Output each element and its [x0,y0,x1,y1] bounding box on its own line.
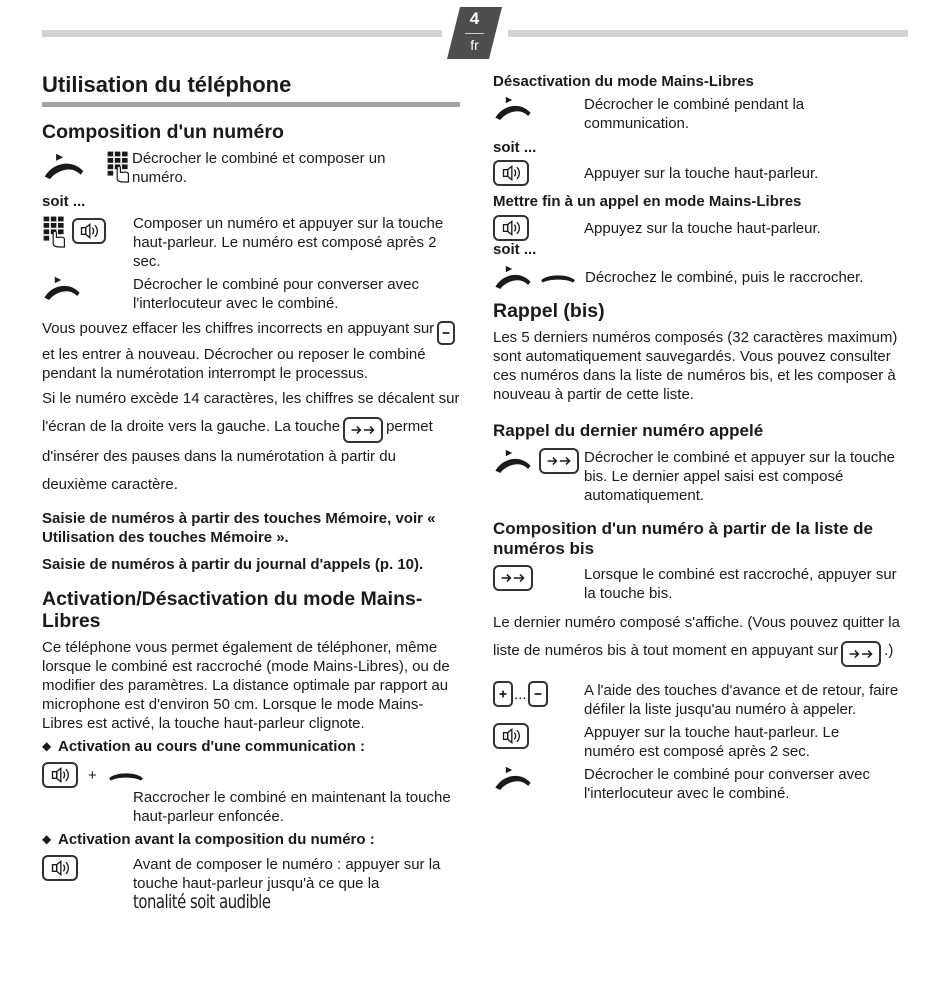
ellipsis: ... [514,685,527,703]
section-heading-redial: Rappel (bis) [493,300,605,322]
heading-deactivation: Désactivation du mode Mains-Libres [493,73,754,90]
note-call-log: Saisie de numéros à partir du journal d'appels (p. 10). [42,556,424,573]
speaker-key-icon [42,762,78,788]
instruction-text: Composer un numéro et appuyer sur la touche haut-parleur. Le numéro est composé après 2 sec. [133,215,444,270]
instruction-text: A l'aide des touches d'avance et de retour, faire défiler la liste jusqu'au numéro à appeler. [584,682,899,718]
heading-end-call: Mettre fin à un appel en mode Mains-Libres [493,193,802,210]
instruction-text: Décrochez le combiné, puis le raccrocher. [585,268,864,286]
bullet-heading: ◆ Activation avant la composition du numéro : [42,831,375,848]
instruction-text: Décrocher le combiné et composer un numéro. [132,150,386,186]
instruction-row [493,681,911,719]
speaker-key-icon [72,218,106,244]
section-heading-dialing: Composition d'un numéro [42,121,284,143]
note-memory-keys: Saisie de numéros à partir des touches Mémoire, voir « Utilisation des touches Mémoire ». [42,510,436,546]
section-heading-handsfree: Activation/Désactivation du mode Mains-Libres [42,588,423,632]
handset-off-hook-icon [42,275,82,301]
page-title: Utilisation du téléphone [42,70,460,107]
heading-last-number: Rappel du dernier numéro appelé [493,421,764,440]
keypad-icon [42,214,66,248]
instruction-row [493,160,911,186]
heading-redial-list: Composition d'un numéro à partir de la liste de numéros bis [493,519,873,558]
speaker-key-icon [493,723,529,749]
instruction-text: Décrocher le combiné pour converser avec l'interlocuteur avec le combiné. [133,276,419,312]
paragraph: Si le numéro excède 14 caractères, les chiffres se décalent sur l'écran de la droite vers la gauche. La touche permet d'insérer des pauses dans la numérotation à partir du deuxième caractère. [42,390,460,493]
instruction-row [42,275,460,313]
alternative-label: soit ... [42,193,86,210]
alternative-label: soit ... [493,241,537,258]
right-column [493,72,911,809]
instruction-text: Appuyer sur la touche haut-parleur. Le numéro est composé après 2 sec. [584,724,840,760]
paragraph: Les 5 derniers numéros composés (32 caractères maximum) sont automatiquement sauvegardés. Vous pouvez consulter ces numéros dans la liste de numéros bis, et les composer à nouveau à partir de cette liste. [493,329,898,403]
handset-off-hook-icon [493,264,533,290]
paragraph: Vous pouvez effacer les chiffres incorrects en appuyant sur et les entrer à nouveau. Décrocher ou reposer le combiné pendant la numérotation interrompt le processus. [42,319,460,383]
instruction-row [42,214,460,271]
handset-off-hook-icon [493,448,533,474]
redial-key-icon [493,565,533,591]
instruction-text: Appuyez sur la touche haut-parleur. [584,219,821,237]
minus-key-icon [437,321,455,345]
instruction-text-condensed: tonalité soit audible [133,891,271,913]
instruction-row [493,264,911,290]
bullet-heading: ◆ Activation au cours d'une communication : [42,738,365,755]
redial-key-icon [343,417,383,443]
handset-on-hook-icon [539,269,577,285]
page-tab [447,7,502,59]
instruction-text: Raccrocher le combiné en maintenant la touche haut-parleur enfoncée. [133,789,451,825]
instruction-text: Appuyer sur la touche haut-parleur. [584,164,819,182]
minus-key-icon [528,681,548,707]
alternative-label: soit ... [493,139,537,156]
instruction-row [493,565,911,603]
instruction-row [493,95,911,133]
instruction-row [493,448,911,505]
icon-row [42,762,460,788]
instruction-text: Avant de composer le numéro : appuyer sur la touche haut-parleur jusqu'à ce que la [133,856,441,892]
speaker-key-icon [493,215,529,241]
left-column [42,70,460,919]
instruction-text: Décrocher le combiné pour converser avec l'interlocuteur avec le combiné. [584,766,870,802]
instruction-text: Décrocher le combiné pendant la communication. [584,96,805,132]
speaker-key-icon [493,160,529,186]
header-rule-left [42,30,442,37]
plus-sign: + [88,766,97,784]
paragraph: Le dernier numéro composé s'affiche. (Vous pouvez quitter la liste de numéros bis à tout moment en appuyant sur .) [493,609,911,667]
instruction-row [493,215,911,241]
plus-key-icon [493,681,513,707]
instruction-row [42,149,460,187]
instruction-text: Décrocher le combiné et appuyer sur la touche bis. Le dernier appel saisi est composé automatiquement. [584,449,896,504]
keypad-icon [106,149,130,183]
handset-off-hook-icon [493,765,533,791]
page-number: 4 [469,9,480,28]
instruction-row [493,723,911,761]
instruction-text: Lorsque le combiné est raccroché, appuyer sur la touche bis. [584,566,897,602]
page-language: fr [470,37,479,53]
speaker-key-icon [42,855,78,881]
instruction-row [42,855,460,913]
paragraph: Ce téléphone vous permet également de téléphoner, même lorsque le combiné est raccroché (mode Mains-Libres), ou de modifier des paramètres. La distance optimale par rapport au microphone est d'environ 50 cm. Lorsque le mode Mains-Libres est activé, la touche haut-parleur clignote. [42,639,450,732]
instruction-row [493,765,911,803]
handset-on-hook-icon [107,767,145,783]
redial-key-icon [539,448,579,474]
handset-off-hook-icon [493,95,533,121]
redial-key-icon [841,641,881,667]
handset-off-hook-icon [42,152,86,180]
header-rule-right [508,30,908,37]
